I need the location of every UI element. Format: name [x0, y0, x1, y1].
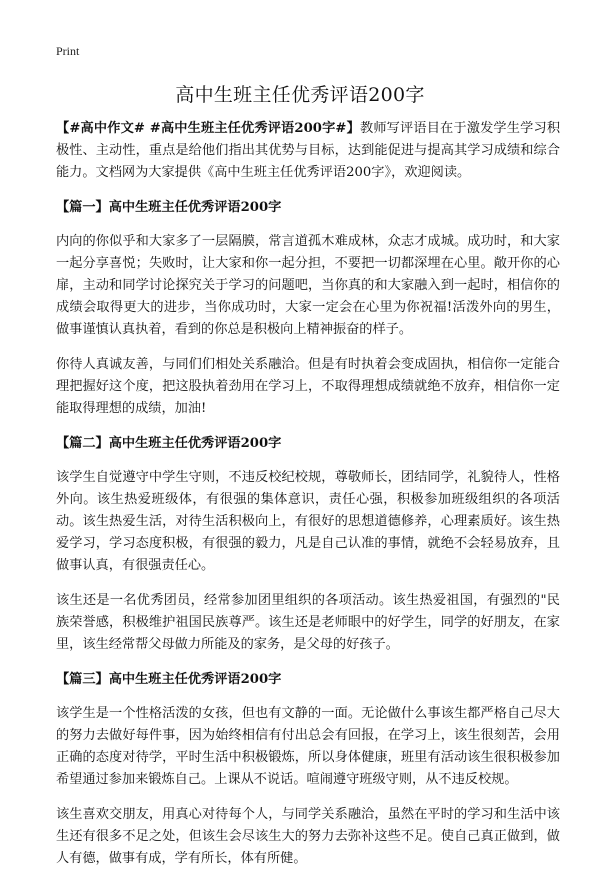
section-1-paragraph-1: 内向的你似乎和大家多了一层隔膜，常言道孤木难成林，众志才成城。成功时，和大家一起分享喜悦；失败时，让大家和你一起分担，不要把一切都深埋在心里。敞开你的心扉，主动和同学讨论探究关于学习的问题吧，当你真的和大家融入到一起时，相信你的成绩会取得更大的进步，当你成功时，大家一定会在心里为你祝福!活泼外向的男生，做事谨慎认真执着，看到的你总是积极向上精神振奋的样子。	[56, 234, 560, 337]
intro-tag: 【#高中作文# #高中生班主任优秀评语200字#】	[56, 121, 360, 136]
section-1-paragraph-2: 你待人真诚友善，与同们们相处关系融洽。但是有时执着会变成固执，相信你一定能合理把握好这个度，把这股执着劲用在学习上，不取得理想成绩就绝不放弃，相信你一定能取得理想的成绩，加油!	[56, 357, 560, 416]
page-title: 高中生班主任优秀评语200字	[175, 84, 425, 106]
section-2-paragraph-1: 该学生自觉遵守中学生守则，不违反校纪校规，尊敬师长，团结同学，礼貌待人，性格外向。该生热爱班级体，有很强的集体意识，责任心强，积极参加班级组织的各项活动。该生热爱生活，对待生活积极向上，有很好的思想道德修养，心理素质好。该生热爱学习，学习态度积极，有很强的毅力，凡是自己认准的事情，就绝不会轻易放弃，且做事认真，有很强责任心。	[56, 470, 560, 573]
print-link[interactable]: Print	[56, 44, 80, 58]
section-3-paragraph-1: 该学生是一个性格活泼的女孩，但也有文静的一面。无论做什么事该生都严格自己尽大的努力去做好每件事，因为始终相信有付出总会有回报，在学习上，该生很刻苦，会用正确的态度对待学，平时生活中积极锻炼，所以身体健康，班里有活动该生很积极参加希望通过参加来锻炼自己。上课从不说话。喧闹遵守班级守则，从不违反校规。	[56, 706, 560, 787]
intro-paragraph	[56, 118, 560, 184]
article-body	[56, 118, 560, 883]
section-heading-3: 【篇三】高中生班主任优秀评语200字	[56, 672, 282, 687]
section-2-paragraph-2: 该生还是一名优秀团员，经常参加团里组织的各项活动。该生热爱祖国，有强烈的"民族荣誉感，积极维护祖国民族尊严。该生还是老师眼中的好学生，同学的好朋友，在家里，该生经常帮父母做力所能及的家务，是父母的好孩子。	[56, 593, 560, 652]
intro-text: 教师写评语目在于激发学生学习积极性、主动性，重点是给他们指出其优势与目标，达到能促进与提高其学习成绩和综合能力。文档网为大家提供《高中生班主任优秀评语200字》，欢迎阅读。	[56, 121, 561, 180]
section-heading-1: 【篇一】高中生班主任优秀评语200字	[56, 200, 282, 215]
section-3-paragraph-2: 该生喜欢交朋友，用真心对待每个人，与同学关系融洽，虽然在平时的学习和生活中该生还有很多不足之处，但该生会尽该生大的努力去弥补这些不足。使自己真正做到，做人有德，做事有成，学有所长，体有所健。	[56, 807, 560, 866]
section-heading-2: 【篇二】高中生班主任优秀评语200字	[56, 436, 282, 451]
